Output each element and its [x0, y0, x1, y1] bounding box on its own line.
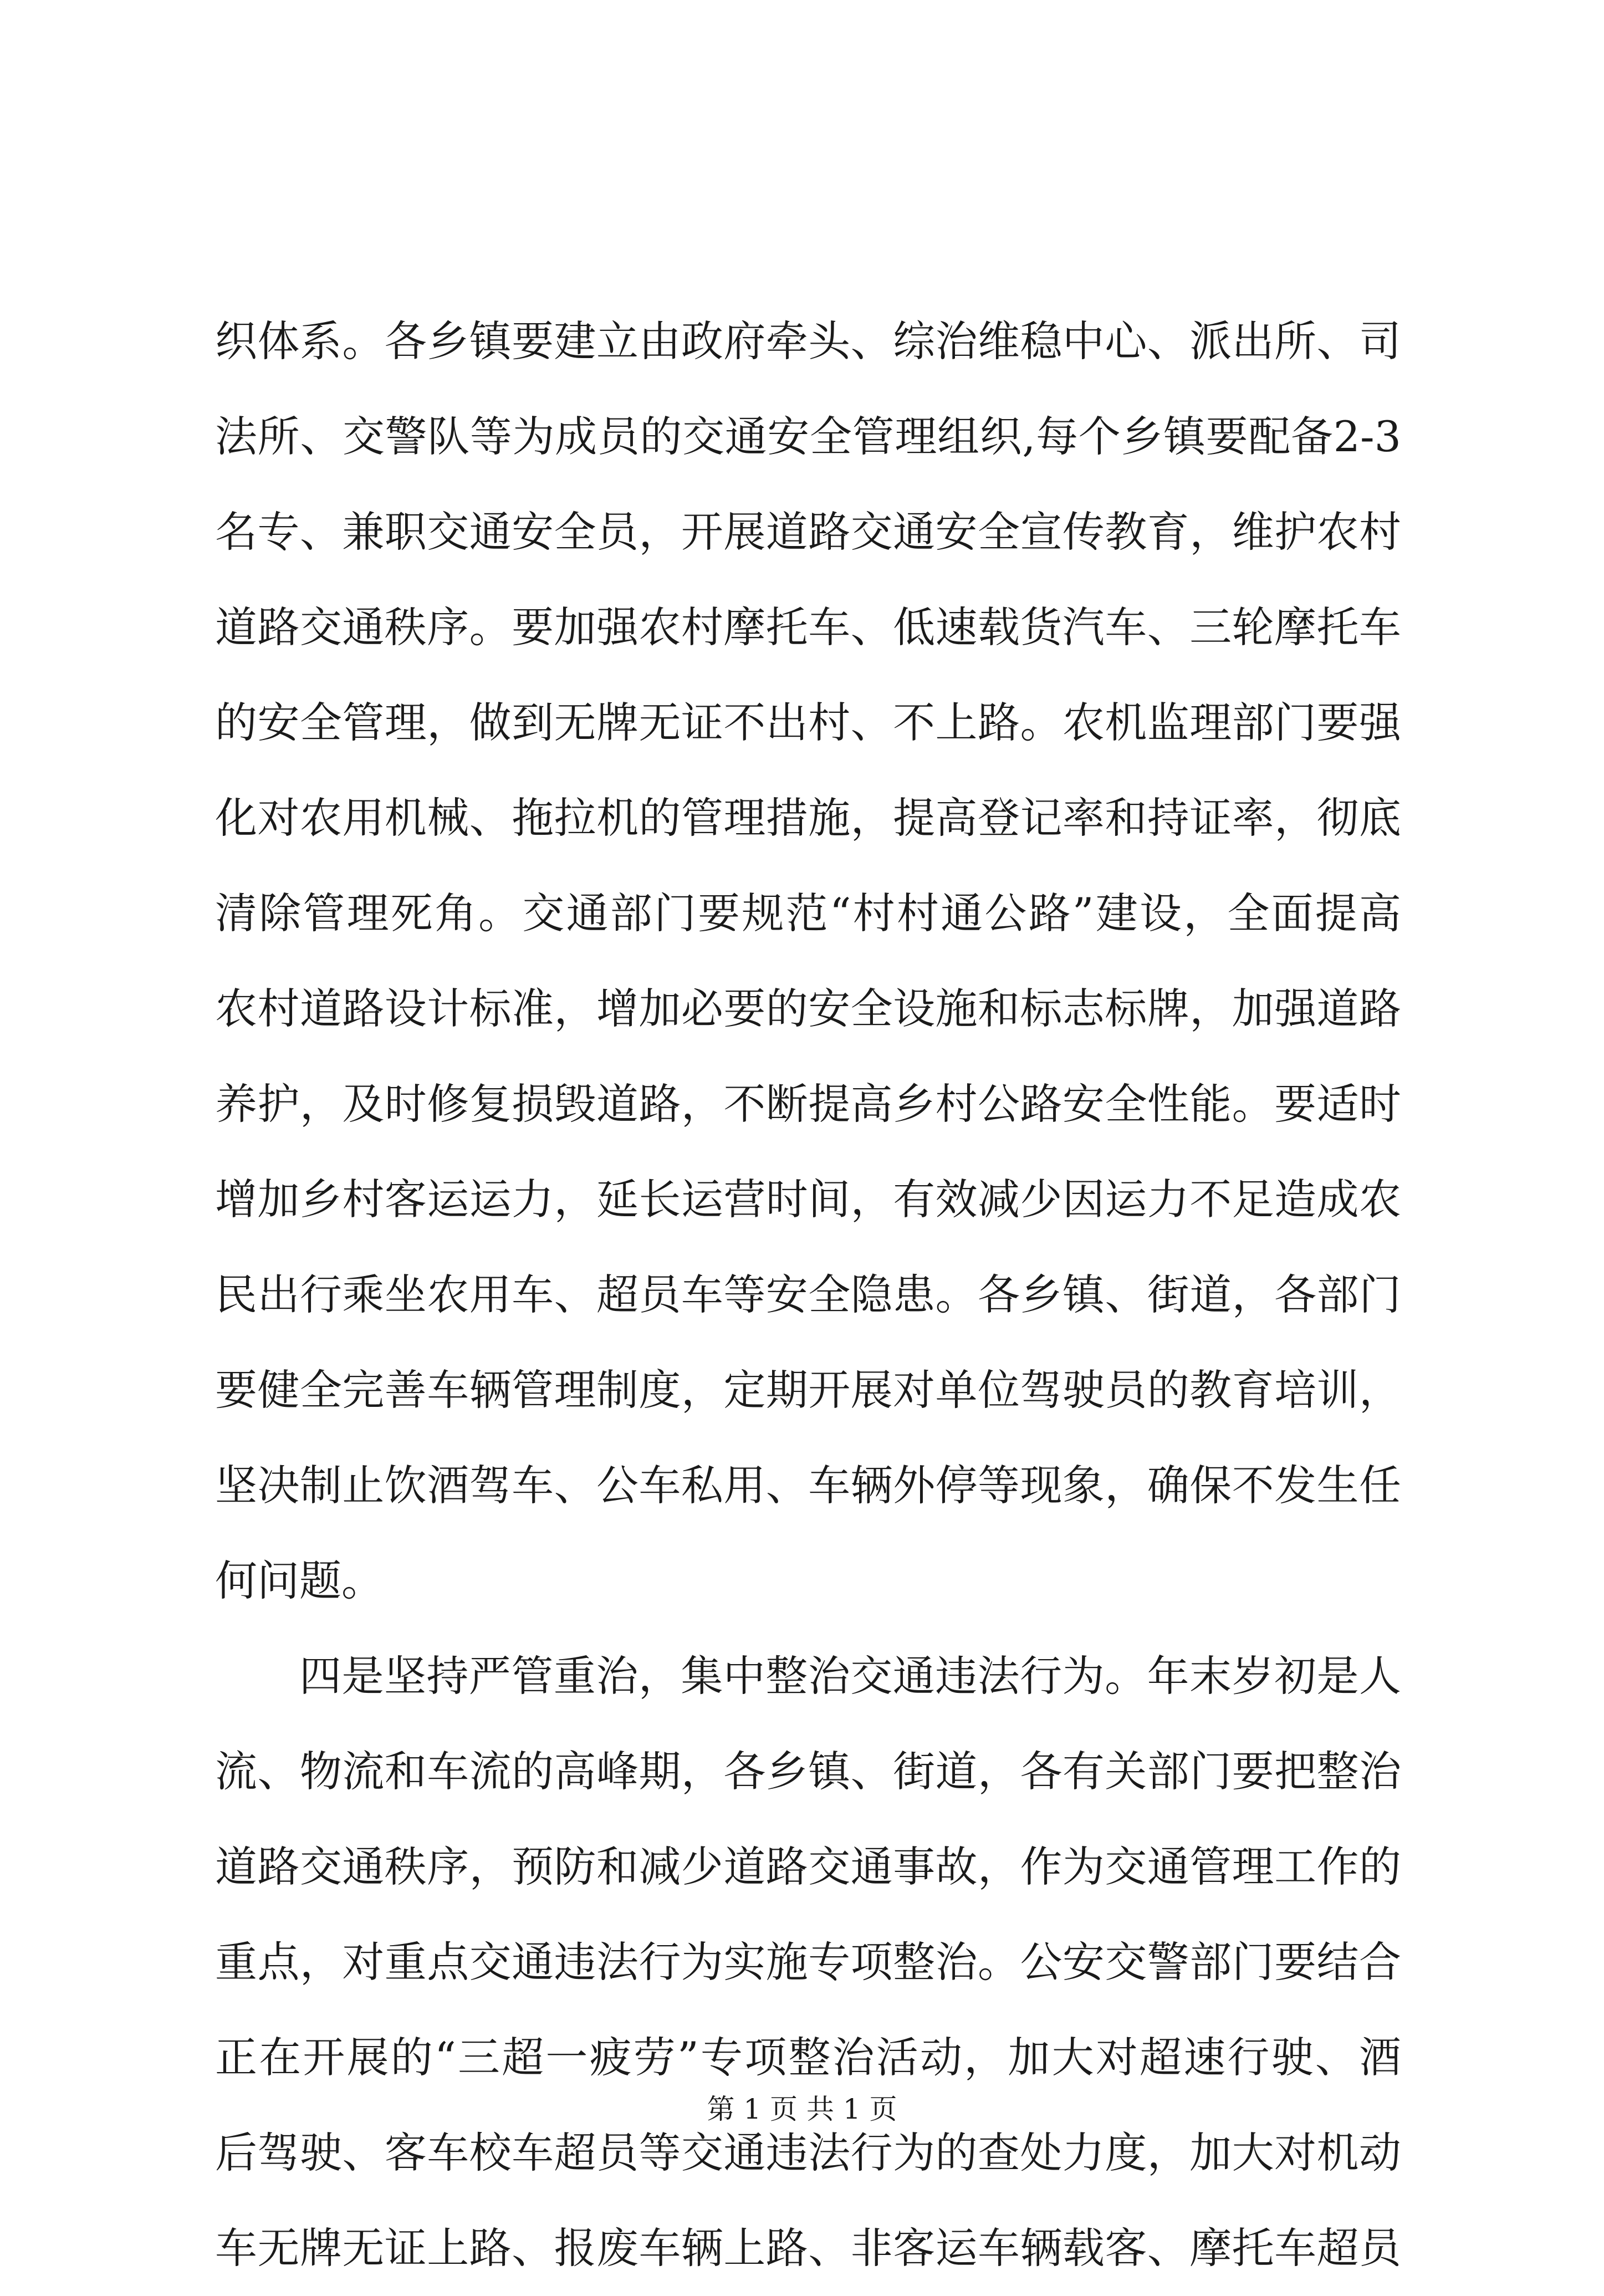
text-line: 法所、交警队等为成员的交通安全管理组织,每个乡镇要配备2-3	[215, 412, 1401, 461]
text-line: 的安全管理，做到无牌无证不出村、不上路。农机监理部门要强	[215, 698, 1401, 747]
text-line: 重点，对重点交通违法行为实施专项整治。公安交警部门要结合	[215, 1937, 1401, 1987]
text-line: 名专、兼职交通安全员，开展道路交通安全宣传教育，维护农村	[215, 507, 1401, 557]
text-line: 何问题。	[215, 1556, 384, 1605]
paragraph-start-line: 四是坚持严管重治，集中整治交通违法行为。年末岁初是人	[299, 1651, 1401, 1701]
body-text	[215, 294, 1401, 2296]
text-line: 清除管理死角。交通部门要规范“村村通公路”建设，全面提高	[215, 889, 1401, 938]
text-line: 后驾驶、客车校车超员等交通违法行为的查处力度，加大对机动	[215, 2128, 1401, 2177]
text-line: 要健全完善车辆管理制度，定期开展对单位驾驶员的教育培训，	[215, 1365, 1401, 1415]
text-line: 车无牌无证上路、报废车辆上路、非客运车辆载客、摩托车超员	[215, 2223, 1401, 2273]
page-number-label: 第 1 页 共 1 页	[707, 2093, 897, 2125]
text-line: 织体系。各乡镇要建立由政府牵头、综治维稳中心、派出所、司	[215, 317, 1401, 366]
text-line: 道路交通秩序。要加强农村摩托车、低速载货汽车、三轮摩托车	[215, 603, 1401, 652]
text-line: 养护，及时修复损毁道路，不断提高乡村公路安全性能。要适时	[215, 1079, 1401, 1129]
text-line: 流、物流和车流的高峰期，各乡镇、街道，各有关部门要把整治	[215, 1747, 1401, 1796]
page-footer	[0, 2090, 1604, 2129]
text-line: 增加乡村客运运力，延长运营时间，有效减少因运力不足造成农	[215, 1175, 1401, 1224]
text-line: 农村道路设计标准，增加必要的安全设施和标志标牌，加强道路	[215, 984, 1401, 1033]
text-line: 正在开展的“三超一疲劳”专项整治活动，加大对超速行驶、酒	[215, 2033, 1401, 2082]
text-line: 民出行乘坐农用车、超员车等安全隐患。各乡镇、街道，各部门	[215, 1270, 1401, 1319]
text-line: 道路交通秩序，预防和减少道路交通事故，作为交通管理工作的	[215, 1842, 1401, 1891]
text-line: 坚决制止饮酒驾车、公车私用、车辆外停等现象，确保不发生任	[215, 1461, 1401, 1510]
text-line: 化对农用机械、拖拉机的管理措施，提高登记率和持证率，彻底	[215, 793, 1401, 843]
